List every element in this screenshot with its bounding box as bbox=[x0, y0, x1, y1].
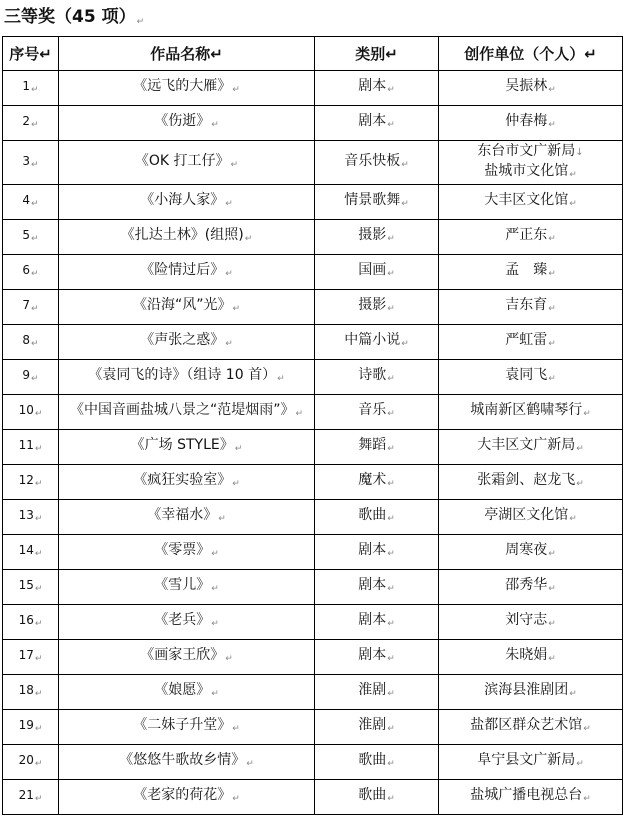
cell-category-text: 剧本 bbox=[358, 78, 387, 94]
cell-category bbox=[315, 325, 439, 360]
paragraph-mark-icon: ↵ bbox=[211, 120, 219, 130]
cell-no-text: 16 bbox=[18, 613, 34, 627]
cell-category bbox=[315, 745, 439, 780]
cell-category bbox=[315, 640, 439, 675]
cell-no bbox=[3, 325, 59, 360]
cell-no bbox=[3, 500, 59, 535]
table-row bbox=[3, 360, 623, 395]
cell-no-text: 14 bbox=[18, 543, 34, 557]
paragraph-mark-icon: ↵ bbox=[548, 269, 556, 279]
cell-no bbox=[3, 535, 59, 570]
table-row bbox=[3, 535, 623, 570]
cell-unit bbox=[439, 605, 623, 640]
cell-category-text: 歌曲 bbox=[358, 787, 387, 803]
cell-unit-text: 大丰区文广新局 bbox=[477, 437, 576, 453]
paragraph-mark-icon: ↵ bbox=[387, 549, 395, 559]
cell-title-text: 《小海人家》 bbox=[140, 192, 225, 208]
cell-category bbox=[315, 780, 439, 815]
cell-no bbox=[3, 710, 59, 745]
table-row bbox=[3, 220, 623, 255]
paragraph-mark-icon: ↵ bbox=[225, 339, 233, 349]
table-row bbox=[3, 395, 623, 430]
cell-title bbox=[59, 675, 315, 710]
paragraph-mark-icon: ↵ bbox=[569, 169, 577, 180]
header-no bbox=[3, 37, 59, 71]
cell-title-text: 《雪儿》 bbox=[154, 577, 211, 593]
cell-title bbox=[59, 710, 315, 745]
cell-no bbox=[3, 220, 59, 255]
cell-category-text: 情景歌舞 bbox=[344, 192, 401, 208]
cell-unit-text: 盐城广播电视总台 bbox=[470, 787, 583, 803]
table-row bbox=[3, 71, 623, 106]
cell-category-text: 歌曲 bbox=[358, 507, 387, 523]
paragraph-mark-icon: ↵ bbox=[211, 689, 219, 699]
paragraph-mark-icon: ↵ bbox=[548, 339, 556, 349]
header-unit bbox=[439, 37, 623, 71]
cell-no bbox=[3, 570, 59, 605]
paragraph-mark-icon: ↵ bbox=[225, 269, 233, 279]
cell-unit-text: 严正东 bbox=[505, 227, 548, 243]
cell-title-text: 《老家的荷花》 bbox=[133, 787, 232, 803]
paragraph-mark-icon: ↵ bbox=[576, 479, 584, 489]
cell-title-text: 《险情过后》 bbox=[140, 262, 225, 278]
cell-unit bbox=[439, 570, 623, 605]
cell-unit-text: 东台市文广新局 bbox=[477, 142, 576, 159]
cell-unit-text: 亭湖区文化馆 bbox=[484, 507, 569, 523]
cell-title-text: 《画家王欣》 bbox=[140, 647, 225, 663]
cell-unit-text: 张霜剑、赵龙飞 bbox=[477, 472, 576, 488]
cell-unit bbox=[439, 325, 623, 360]
paragraph-mark-icon: ↵ bbox=[34, 549, 43, 559]
cell-no-text: 21 bbox=[18, 788, 34, 802]
paragraph-mark-icon: ↵ bbox=[34, 619, 43, 629]
cell-category bbox=[315, 290, 439, 325]
cell-category bbox=[315, 255, 439, 290]
cell-category bbox=[315, 141, 439, 185]
cell-unit bbox=[439, 745, 623, 780]
cell-category-text: 剧本 bbox=[358, 647, 387, 663]
cell-no-text: 12 bbox=[18, 473, 34, 487]
paragraph-mark-icon: ↵ bbox=[34, 409, 43, 419]
paragraph-mark-icon: ↵ bbox=[548, 654, 556, 664]
paragraph-mark-icon: ↵ bbox=[244, 234, 253, 244]
paragraph-mark-icon: ↵ bbox=[548, 549, 556, 559]
cell-category-text: 中篇小说 bbox=[344, 332, 401, 348]
paragraph-mark-icon: ↵ bbox=[387, 304, 395, 314]
cell-category bbox=[315, 360, 439, 395]
paragraph-mark-icon: ↵ bbox=[31, 374, 39, 384]
cell-no-text: 7 bbox=[22, 298, 31, 312]
cell-title-text: 《二妹子升堂》 bbox=[133, 717, 232, 733]
paragraph-mark-icon: ↵ bbox=[401, 159, 409, 170]
cell-no-text: 1 bbox=[22, 79, 31, 93]
paragraph-mark-icon: ↵ bbox=[569, 199, 577, 209]
paragraph-mark-icon: ↵ bbox=[31, 199, 39, 209]
paragraph-mark-icon: ↵ bbox=[31, 234, 39, 244]
cell-title bbox=[59, 325, 315, 360]
paragraph-mark-icon: ↵ bbox=[31, 304, 39, 314]
cell-category-text: 歌曲 bbox=[358, 752, 387, 768]
paragraph-mark-icon: ↵ bbox=[387, 619, 395, 629]
cell-unit-text: 大丰区文化馆 bbox=[484, 192, 569, 208]
paragraph-mark-icon: ↵ bbox=[584, 44, 597, 63]
cell-title-text: 《悠悠牛歌故乡情》 bbox=[119, 752, 246, 768]
header-label: 序号 bbox=[9, 44, 40, 63]
cell-unit bbox=[439, 360, 623, 395]
table-row bbox=[3, 570, 623, 605]
cell-unit bbox=[439, 106, 623, 141]
cell-no bbox=[3, 675, 59, 710]
cell-title-text: 《疯狂实验室》 bbox=[133, 472, 232, 488]
paragraph-mark-icon: ↵ bbox=[34, 759, 43, 769]
cell-category bbox=[315, 185, 439, 220]
paragraph-mark-icon: ↵ bbox=[31, 85, 39, 95]
table-row bbox=[3, 430, 623, 465]
cell-unit-text: 阜宁县文广新局 bbox=[477, 752, 576, 768]
cell-category-text: 诗歌 bbox=[358, 367, 387, 383]
cell-title bbox=[59, 106, 315, 141]
paragraph-mark-icon: ↵ bbox=[31, 339, 39, 349]
paragraph-mark-icon: ↵ bbox=[295, 409, 304, 419]
cell-category bbox=[315, 500, 439, 535]
cell-unit bbox=[439, 185, 623, 220]
cell-unit bbox=[439, 465, 623, 500]
cell-unit-text: 吴振林 bbox=[505, 78, 548, 94]
cell-category bbox=[315, 220, 439, 255]
paragraph-mark-icon: ↵ bbox=[569, 514, 577, 524]
section-heading bbox=[4, 4, 144, 35]
cell-title-text: 《中国音画盐城八景之“范堤烟雨”》 bbox=[69, 402, 295, 418]
paragraph-mark-icon: ↵ bbox=[387, 120, 395, 130]
cell-unit bbox=[439, 500, 623, 535]
cell-title bbox=[59, 780, 315, 815]
cell-category bbox=[315, 430, 439, 465]
cell-category bbox=[315, 395, 439, 430]
paragraph-mark-icon: ↵ bbox=[387, 444, 395, 454]
paragraph-mark-icon: ↵ bbox=[211, 619, 219, 629]
cell-unit-text: 严虹雷 bbox=[505, 332, 548, 348]
header-title bbox=[59, 37, 315, 71]
cell-category bbox=[315, 465, 439, 500]
cell-no bbox=[3, 106, 59, 141]
cell-title bbox=[59, 141, 315, 185]
cell-title-text: 《伤逝》 bbox=[154, 113, 211, 129]
cell-no-text: 17 bbox=[18, 648, 34, 662]
cell-unit bbox=[439, 675, 623, 710]
cell-title bbox=[59, 290, 315, 325]
paragraph-mark-icon: ↵ bbox=[218, 514, 226, 524]
paragraph-mark-icon: ↵ bbox=[246, 759, 254, 769]
cell-no bbox=[3, 71, 59, 106]
cell-unit bbox=[439, 141, 623, 185]
cell-category bbox=[315, 605, 439, 640]
cell-title bbox=[59, 255, 315, 290]
paragraph-mark-icon: ↵ bbox=[387, 234, 395, 244]
cell-title-text: 《娘愿》 bbox=[154, 682, 211, 698]
paragraph-mark-icon: ↵ bbox=[31, 159, 39, 170]
cell-title-text: 《扎达土林》(组照) bbox=[120, 227, 244, 243]
cell-no-text: 13 bbox=[18, 508, 34, 522]
table-row bbox=[3, 500, 623, 535]
table-body bbox=[3, 71, 623, 815]
cell-no-text: 3 bbox=[22, 153, 31, 168]
line-break-mark-icon: ↓ bbox=[575, 146, 584, 158]
paragraph-mark-icon: ↵ bbox=[232, 479, 240, 489]
table-row bbox=[3, 185, 623, 220]
cell-title bbox=[59, 185, 315, 220]
cell-title bbox=[59, 465, 315, 500]
cell-no-text: 19 bbox=[18, 718, 34, 732]
cell-category-text: 淮剧 bbox=[358, 717, 387, 733]
paragraph-mark-icon: ↵ bbox=[230, 159, 239, 170]
cell-no bbox=[3, 290, 59, 325]
paragraph-mark-icon: ↵ bbox=[387, 689, 395, 699]
table-row bbox=[3, 325, 623, 360]
paragraph-mark-icon: ↵ bbox=[387, 654, 395, 664]
paragraph-mark-icon: ↵ bbox=[548, 619, 556, 629]
paragraph-mark-icon: ↵ bbox=[34, 444, 43, 454]
paragraph-mark-icon: ↵ bbox=[34, 724, 43, 734]
cell-no bbox=[3, 395, 59, 430]
cell-no-text: 8 bbox=[22, 333, 31, 347]
paragraph-mark-icon: ↵ bbox=[583, 409, 591, 419]
table-row bbox=[3, 106, 623, 141]
cell-no bbox=[3, 255, 59, 290]
paragraph-mark-icon: ↵ bbox=[34, 654, 43, 664]
table-row bbox=[3, 255, 623, 290]
cell-unit-text: 盐都区群众艺术馆 bbox=[470, 717, 583, 733]
paragraph-mark-icon: ↵ bbox=[211, 549, 219, 559]
cell-no bbox=[3, 141, 59, 185]
cell-unit bbox=[439, 220, 623, 255]
cell-unit bbox=[439, 255, 623, 290]
paragraph-mark-icon: ↵ bbox=[387, 479, 395, 489]
section-heading-text: 三等奖（45 项） bbox=[4, 7, 136, 27]
cell-title bbox=[59, 395, 315, 430]
cell-title-text: 《零票》 bbox=[154, 542, 211, 558]
cell-no-text: 10 bbox=[18, 403, 34, 417]
table-row bbox=[3, 675, 623, 710]
table-row bbox=[3, 710, 623, 745]
cell-category-text: 剧本 bbox=[358, 577, 387, 593]
cell-unit bbox=[439, 640, 623, 675]
paragraph-mark-icon: ↵ bbox=[136, 17, 145, 27]
cell-unit bbox=[439, 71, 623, 106]
paragraph-mark-icon: ↵ bbox=[232, 794, 240, 804]
cell-title bbox=[59, 640, 315, 675]
cell-unit-text: 刘守志 bbox=[505, 612, 548, 628]
cell-no-text: 5 bbox=[22, 228, 31, 242]
table-header-row bbox=[3, 37, 623, 71]
paragraph-mark-icon: ↵ bbox=[576, 759, 584, 769]
cell-unit-text: 周寒夜 bbox=[505, 542, 548, 558]
paragraph-mark-icon: ↵ bbox=[387, 269, 395, 279]
cell-title bbox=[59, 430, 315, 465]
paragraph-mark-icon: ↵ bbox=[232, 304, 241, 314]
paragraph-mark-icon: ↵ bbox=[39, 44, 52, 63]
cell-unit bbox=[439, 535, 623, 570]
paragraph-mark-icon: ↵ bbox=[232, 85, 240, 95]
cell-title bbox=[59, 535, 315, 570]
cell-title-text: 《OK 打工仔》 bbox=[134, 152, 230, 169]
paragraph-mark-icon: ↵ bbox=[387, 759, 395, 769]
cell-no-text: 18 bbox=[18, 683, 34, 697]
cell-no-text: 2 bbox=[22, 114, 31, 128]
cell-no bbox=[3, 780, 59, 815]
cell-category-text: 剧本 bbox=[358, 542, 387, 558]
paragraph-mark-icon: ↵ bbox=[387, 409, 395, 419]
paragraph-mark-icon: ↵ bbox=[385, 44, 398, 63]
cell-no bbox=[3, 360, 59, 395]
cell-unit-text: 仲春梅 bbox=[505, 113, 548, 129]
paragraph-mark-icon: ↵ bbox=[387, 794, 395, 804]
paragraph-mark-icon: ↵ bbox=[387, 584, 395, 594]
cell-no-text: 20 bbox=[18, 753, 34, 767]
cell-no bbox=[3, 745, 59, 780]
paragraph-mark-icon: ↵ bbox=[34, 514, 43, 524]
cell-title-text: 《沿海“风”光》 bbox=[132, 297, 232, 313]
paragraph-mark-icon: ↵ bbox=[277, 374, 285, 384]
paragraph-mark-icon: ↵ bbox=[211, 584, 219, 594]
cell-title bbox=[59, 500, 315, 535]
cell-title bbox=[59, 745, 315, 780]
cell-no bbox=[3, 185, 59, 220]
cell-title bbox=[59, 220, 315, 255]
cell-category bbox=[315, 710, 439, 745]
cell-no-text: 6 bbox=[22, 263, 31, 277]
cell-no-text: 15 bbox=[18, 578, 34, 592]
cell-title bbox=[59, 605, 315, 640]
cell-unit-text: 邵秀华 bbox=[505, 577, 548, 593]
cell-no bbox=[3, 430, 59, 465]
paragraph-mark-icon: ↵ bbox=[387, 85, 395, 95]
cell-category-text: 剧本 bbox=[358, 113, 387, 129]
table-row bbox=[3, 465, 623, 500]
cell-category bbox=[315, 570, 439, 605]
cell-title-text: 《老兵》 bbox=[154, 612, 211, 628]
cell-unit-text: 吉东育 bbox=[505, 297, 548, 313]
cell-title bbox=[59, 71, 315, 106]
cell-category-text: 国画 bbox=[358, 262, 387, 278]
table-row bbox=[3, 780, 623, 815]
table-row bbox=[3, 290, 623, 325]
cell-category-text: 摄影 bbox=[358, 297, 387, 313]
award-table bbox=[2, 36, 623, 815]
paragraph-mark-icon: ↵ bbox=[548, 234, 556, 244]
cell-unit bbox=[439, 710, 623, 745]
cell-category-text: 摄影 bbox=[358, 227, 387, 243]
cell-no bbox=[3, 640, 59, 675]
cell-title-text: 《袁同飞的诗》（组诗 10 首） bbox=[88, 367, 277, 383]
cell-title bbox=[59, 570, 315, 605]
cell-category-text: 音乐快板 bbox=[344, 152, 401, 169]
paragraph-mark-icon: ↵ bbox=[34, 794, 43, 804]
cell-category bbox=[315, 535, 439, 570]
cell-no-text: 11 bbox=[18, 438, 34, 452]
paragraph-mark-icon: ↵ bbox=[569, 689, 577, 699]
paragraph-mark-icon: ↵ bbox=[232, 724, 240, 734]
cell-category-text: 淮剧 bbox=[358, 682, 387, 698]
header-label: 类别 bbox=[355, 44, 386, 63]
paragraph-mark-icon: ↵ bbox=[576, 444, 584, 454]
cell-no bbox=[3, 605, 59, 640]
cell-unit-text: 孟 臻 bbox=[505, 262, 548, 278]
table-row bbox=[3, 640, 623, 675]
cell-title-text: 《幸福水》 bbox=[147, 507, 218, 523]
table-row bbox=[3, 605, 623, 640]
paragraph-mark-icon: ↵ bbox=[387, 374, 395, 384]
paragraph-mark-icon: ↵ bbox=[210, 44, 223, 63]
header-label: 创作单位（个人） bbox=[464, 44, 585, 63]
paragraph-mark-icon: ↵ bbox=[387, 724, 395, 734]
paragraph-mark-icon: ↵ bbox=[34, 479, 43, 489]
paragraph-mark-icon: ↵ bbox=[548, 584, 556, 594]
paragraph-mark-icon: ↵ bbox=[234, 444, 243, 454]
paragraph-mark-icon: ↵ bbox=[583, 724, 591, 734]
cell-category bbox=[315, 106, 439, 141]
paragraph-mark-icon: ↵ bbox=[548, 304, 556, 314]
cell-unit-text-line2: 盐城市文化馆↵ bbox=[484, 162, 577, 180]
paragraph-mark-icon: ↵ bbox=[583, 794, 591, 804]
paragraph-mark-icon: ↵ bbox=[31, 269, 39, 279]
cell-category-text: 舞蹈 bbox=[358, 437, 387, 453]
cell-unit bbox=[439, 780, 623, 815]
cell-title bbox=[59, 360, 315, 395]
cell-category bbox=[315, 675, 439, 710]
cell-title-text: 《远飞的大雁》 bbox=[133, 78, 232, 94]
paragraph-mark-icon: ↵ bbox=[401, 339, 409, 349]
paragraph-mark-icon: ↵ bbox=[225, 654, 233, 664]
cell-title-text: 《广场 STYLE》 bbox=[130, 437, 234, 453]
cell-category-text: 剧本 bbox=[358, 612, 387, 628]
cell-unit bbox=[439, 430, 623, 465]
cell-unit bbox=[439, 395, 623, 430]
paragraph-mark-icon: ↵ bbox=[34, 584, 43, 594]
paragraph-mark-icon: ↵ bbox=[401, 199, 409, 209]
cell-category-text: 魔术 bbox=[358, 472, 387, 488]
cell-unit-text: 袁同飞 bbox=[505, 367, 548, 383]
cell-no-text: 4 bbox=[22, 193, 31, 207]
cell-no bbox=[3, 465, 59, 500]
table-row bbox=[3, 141, 623, 185]
cell-category bbox=[315, 71, 439, 106]
cell-title-text: 《声张之惑》 bbox=[140, 332, 225, 348]
header-category bbox=[315, 37, 439, 71]
paragraph-mark-icon: ↵ bbox=[548, 85, 556, 95]
paragraph-mark-icon: ↵ bbox=[34, 689, 43, 699]
paragraph-mark-icon: ↵ bbox=[225, 199, 233, 209]
cell-unit-text: 滨海县淮剧团 bbox=[484, 682, 569, 698]
cell-category-text: 音乐 bbox=[358, 402, 387, 418]
paragraph-mark-icon: ↵ bbox=[548, 374, 556, 384]
paragraph-mark-icon: ↵ bbox=[387, 514, 395, 524]
header-label: 作品名称 bbox=[150, 44, 211, 63]
table-row bbox=[3, 745, 623, 780]
cell-unit-text: 朱晓娟 bbox=[505, 647, 548, 663]
cell-no-text: 9 bbox=[22, 368, 31, 382]
paragraph-mark-icon: ↵ bbox=[31, 120, 39, 130]
paragraph-mark-icon: ↵ bbox=[548, 120, 556, 130]
cell-unit bbox=[439, 290, 623, 325]
cell-unit-text: 城南新区鹤啸琴行 bbox=[470, 402, 583, 418]
